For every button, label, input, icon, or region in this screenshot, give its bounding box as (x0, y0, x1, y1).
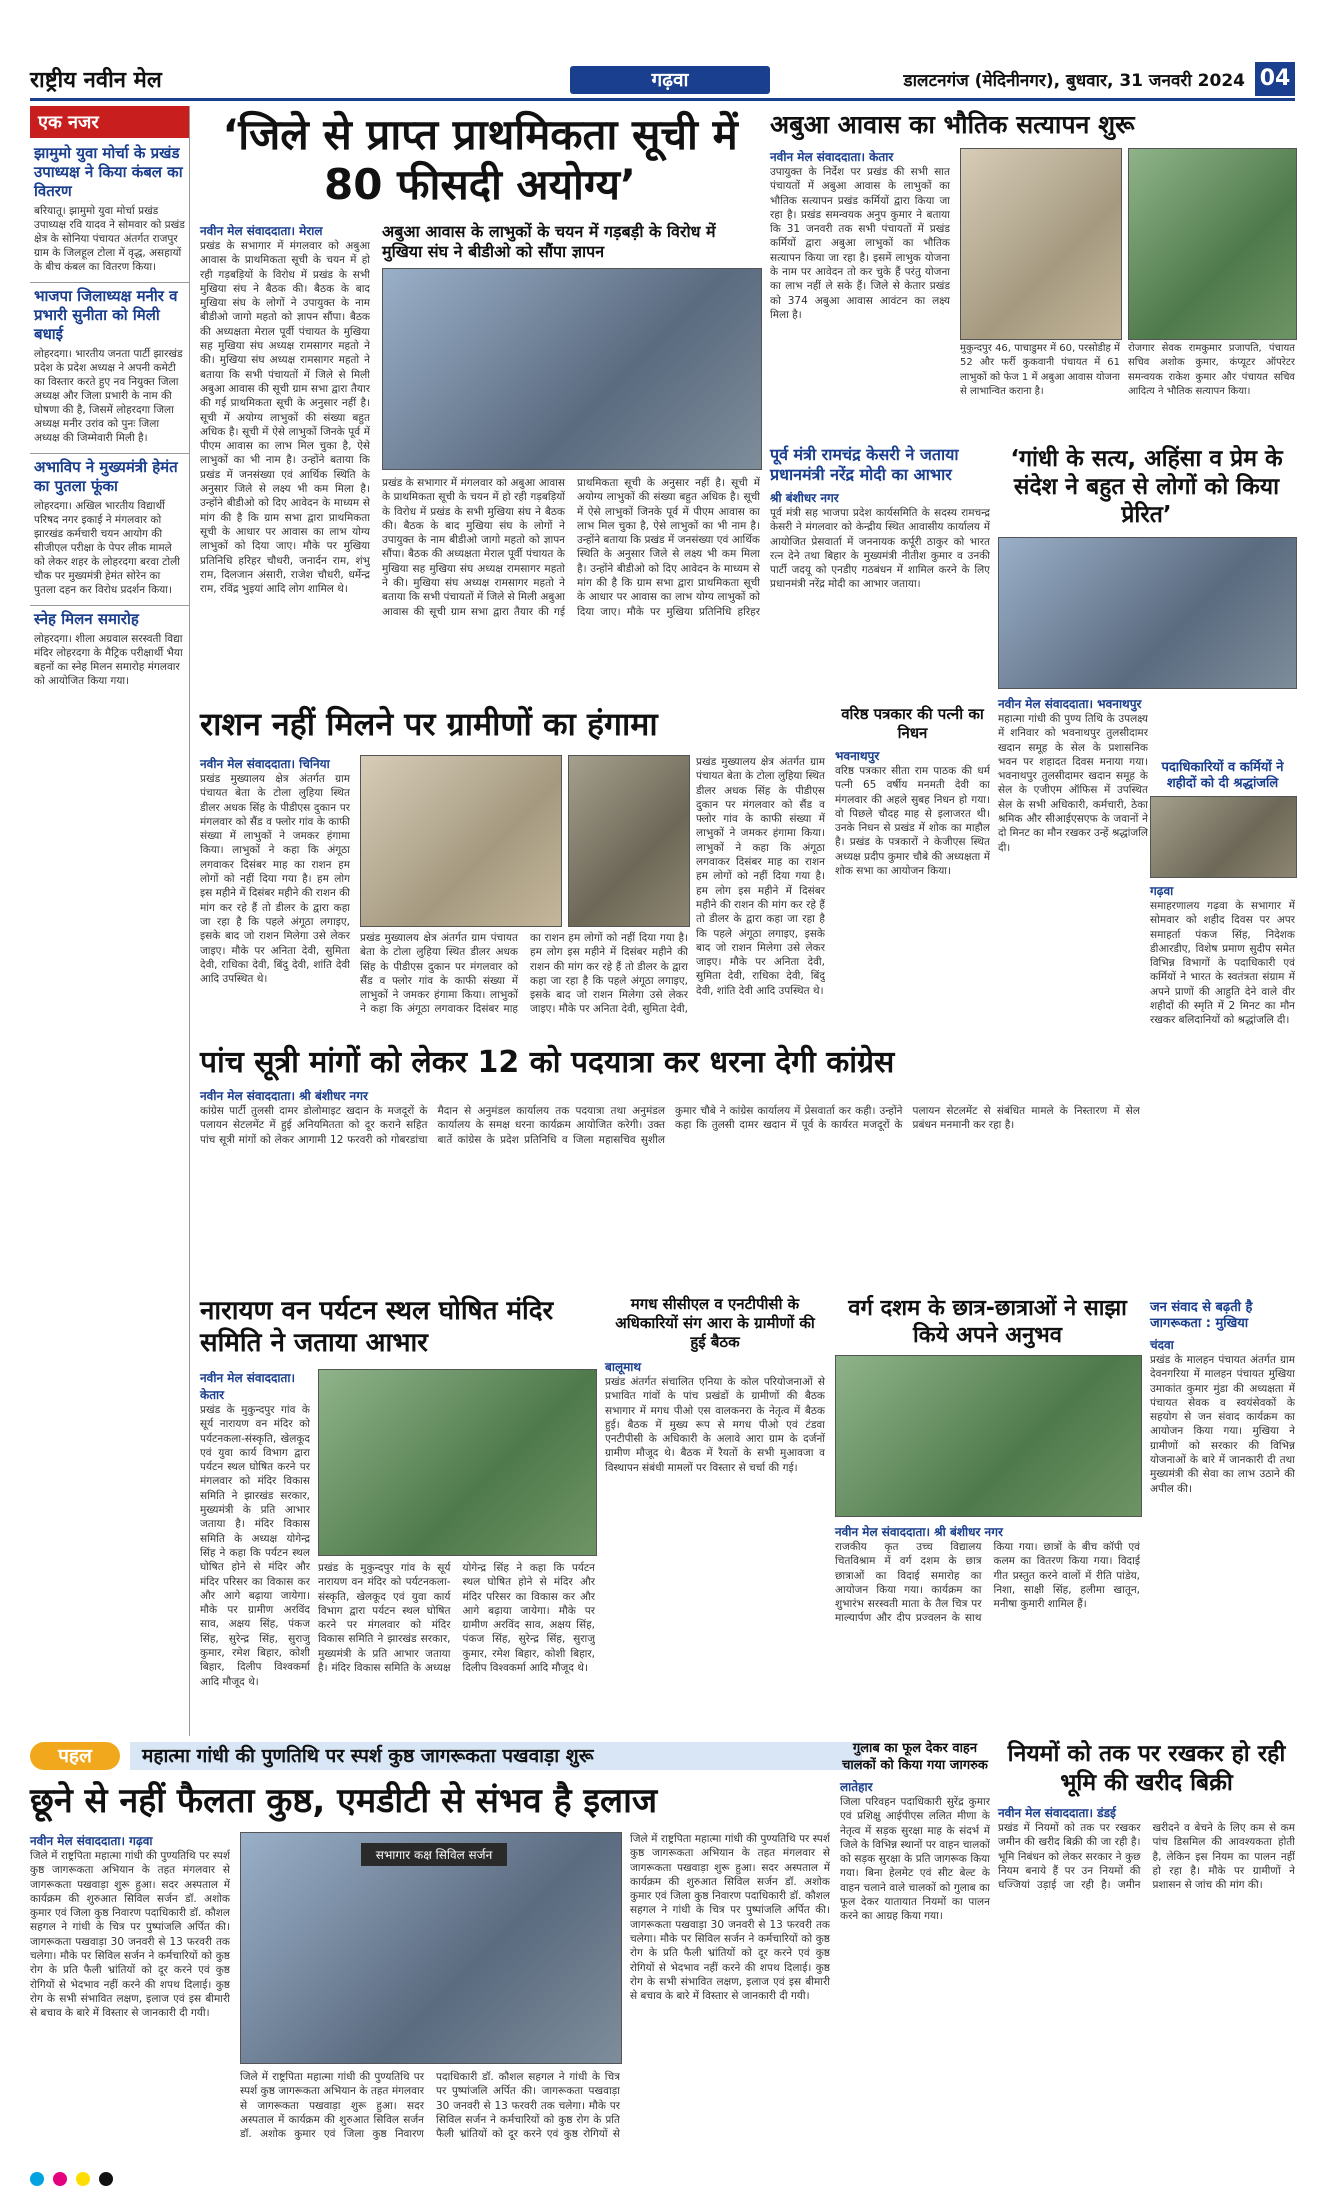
story-kicker: नवीन मेल संवाददाता। गढ़वा (30, 1834, 153, 1848)
story-body: प्रखंड के सभागार में मंगलवार को अबुआ आवास के प्राथमिकता सूची के चयन में हो रही गड़बड़ियों के विरोध में प्रखंड के सभी मुखिया संघ ने बैठक की। बैठक के बाद मुखिया संघ के लोगों ने उपायुक्त के नाम बीडीओ जागो महतो को ज्ञापन सौंपा। बैठक की अध्यक्षता मेराल पूर्वी पंचायत के मुखिया सह मुखिया संघ अध्यक्ष रामसागर महतो ने की। मुखिया संघ अध्यक्ष रामसागर महतो ने बताया कि सभी पंचायतों में जिले से मिली अबुआ आवास की सूची ग्राम सभा द्वारा तैयार की गई प्राथमिकता सूची के अनुसार नहीं है। सूची में अयोग्य लाभुकों की संख्या बहुत अधिक है। सूची में ऐसे लाभुकों जिनके पूर्व में पीएम आवास का लाभ मिल चुका है, ऐसे लाभुकों का भी नाम है। उन्होंने बताया कि प्रखंड में जनसंख्या एवं आर्थिक स्थिति के अनुसार जिले से लक्ष्य भी कम मिला है। उन्होंने बीडीओ को दिए आवेदन के माध्यम से मांग की है कि ग्राम सभा द्वारा प्राथमिकता सूची के आधार पर आवास का लाभ योग्य लाभुकों को दिया जाए। मौके पर मुखिया प्रतिनिधि हरिहर चौधरी, जनार्दन राम, शंभु राम, दिलजान अंसारी, राजेश चौधरी, धर्मेन्द्र राम, रविंद्र भुइयां आदि लोग शामिल थे। (200, 240, 370, 596)
story-body: उपायुक्त के निर्देश पर प्रखंड की सभी सात पंचायतों में अबुआ आवास के लाभुकों का भौतिक सत्यापन प्रखंड कर्मियों द्वारा किया जा रहा है। प्रखंड समन्वयक अनुप कुमार ने बताया कि 31 जनवरी तक सभी पंचायतों में प्रखंड कर्मियों द्वारा अबुआ लाभुकों का भौतिक सत्यापन किया जा रहा है। इसमें लाभुक योजना के नाम पर आवेदन तो कर चुके हैं परंतु योजना का लाभ नहीं ले सके हैं। जिले से केतार प्रखंड को 374 अबुआ आवास आवंटन का लक्ष्य मिला है। (770, 166, 950, 321)
story-body: प्रखंड में नियमों को तक पर रखकर जमीन की खरीद बिक्री की जा रही है। भूमि निबंधन को लेकर सरकार ने कुछ नियम बनाये हैं पर उन नियमों की धज्जियां उड़ाई जा रही है। जमीन खरीदने व बेचने के लिए कम से कम पांच डिसमिल की आवश्यकता होती है, लेकिन इस नियम का पालन नहीं हो रहा है। मौके पर ग्रामीणों ने प्रशासन से जांच की मांग की। (998, 1822, 1295, 1892)
students-group-photo (835, 1355, 1142, 1517)
leprosy-event-photo (240, 1832, 622, 2064)
story-body: महात्मा गांधी की पुण्य तिथि के उपलक्ष्य में शनिवार को भवनाथपुर तुलसीदामर खदान समूह के सेल के प्रशासनिक भवन पर शहादत दिवस मनाया गया। भवनाथपुर तुलसीदामर खदान समूह के सेल के एजीएम ऑफिस में उपस्थित सेल के सभी अधिकारी, कर्मचारी, ठेका श्रमिक और सीआईएसएफ के जवानों ने दो मिनट का मौन रखकर उन्हें श्रद्धांजलि दी। (998, 713, 1148, 854)
verification-photo-2 (1128, 148, 1297, 340)
photo-banner-text: सभागार कक्ष सिविल सर्जन (361, 1843, 507, 1866)
story-class-ten-farewell (835, 1295, 1140, 1730)
story-kicker: लातेहार (840, 1780, 873, 1794)
story-body: प्रखंड मुख्यालय क्षेत्र अंतर्गत ग्राम पंचायत बेता के टोला लुहिया स्थित डीलर अधक सिंह के पीडीएस दुकान पर मंगलवार को सैंड व फ्लोर गांव के काफी संख्या में लाभुकों ने जमकर हंगामा किया। लाभुकों ने कहा कि अंगूठा लगवाकर दिसंबर माह का राशन हम लोगों को नहीं दिया गया है। हम लोग इस महीने में दिसंबर महीने की राशन की मांग कर रहे हैं तो डीलर के द्वारा कहा जा रहा है कि पहले अंगूठा लगाइए, इसके बाद जो राशन मिलेगा उसे लेकर जाइए। मौके पर अनिता देवी, सुमिता देवी, राधिका देवी, बिंदु देवी, शांति देवी आदि उपस्थित थे। (200, 773, 350, 986)
tribute-photo (998, 537, 1297, 689)
swatch-cyan (30, 2172, 44, 2186)
section-title: गढ़वा (570, 66, 770, 94)
print-color-bar (30, 2168, 1295, 2182)
story-abua-awas-verification (770, 110, 1295, 440)
brief-headline: अभाविप ने मुख्यमंत्री हेमंत का पुतला फूंका (34, 458, 178, 495)
masthead-rule (30, 98, 1295, 101)
story-jan-samvad (1150, 1300, 1295, 1730)
story-body: राजकीय कृत उच्च विद्यालय चितविश्राम में वर्ग दशम के छात्र छात्राओं का विदाई समारोह का आयोजन किया गया। कार्यक्रम का शुभारंभ सरस्वती माता के तैल चित्र पर माल्यार्पण और दीप प्रज्वलन के साथ किया गया। छात्रों के बीच कॉपी एवं कलम का वितरण किया गया। विदाई गीत प्रस्तुत करने वालों में रीति पांडेय, निशा, साक्षी सिंह, हलीमा खातून, मनीषा कुमारी शामिल हैं। (835, 1541, 1140, 1625)
story-kicker: नवीन मेल संवाददाता। श्री बंशीधर नगर (835, 1525, 1003, 1539)
protest-photo-2 (568, 755, 690, 927)
story-body-continued: प्रखंड के मुकुन्दपुर गांव के सूर्य नारायण वन मंदिर को पर्यटनकला-संस्कृति, खेलकूद एवं युवा कार्य विभाग द्वारा पर्यटन स्थल घोषित करने पर मंगलवार को मंदिर विकास समिति ने झारखंड सरकार, मुख्यमंत्री के प्रति आभार जताया है। मंदिर विकास समिति के अध्यक्ष योगेन्द्र सिंह ने कहा कि पर्यटन स्थल घोषित होने से मंदिर और मंदिर परिसर का विकास कर और आगे बढ़ाया जायेगा। मौके पर ग्रामीण अरविंद साव, अक्षय सिंह, पंकज सिंह, सुरेन्द्र सिंह, सुराजु कुमार, रमेश बिहार, कोशी बिहार, दिलीप विश्वकर्मा आदि मौजूद थे। (318, 1562, 595, 1675)
photo-caption-2: रोजगार सेवक रामकुमार प्रजापति, पंचायत सचिव अशोक कुमार, कंप्यूटर ऑपरेटर समन्वयक राकेश कुमार और पंचायत सचिव आदित्य ने भौतिक सत्यापन किया। (1128, 343, 1295, 397)
brief-headline: स्नेह मिलन समारोह (34, 610, 139, 628)
story-magadh-ccl-meeting (605, 1295, 825, 1730)
brief-body: लोहरदगा। अखिल भारतीय विद्यार्थी परिषद नगर इकाई ने मंगलवार को झारखंड कर्मचारी चयन आयोग की सीजीएल परीक्षा के पेपर लीक मामले को लेकर शहर के लोहरदगा बरवा टोली चौक पर मुख्यमंत्री हेमंत सोरेन का पुतला दहन कर विरोध प्रदर्शन किया। (34, 500, 180, 596)
story-kicker: नवीन मेल संवाददाता। चिनिया (200, 757, 330, 771)
ek-nazar-column (30, 106, 190, 1736)
meeting-photo (382, 268, 762, 470)
story-headline: पांच सूत्री मांगों को लेकर 12 को पदयात्रा कर धरना देगी कांग्रेस (200, 1045, 895, 1080)
story-body: पूर्व मंत्री सह भाजपा प्रदेश कार्यसमिति के सदस्य रामचन्द्र केसरी ने मंगलवार को केन्द्रीय स्थित आवासीय कार्यालय में आयोजित प्रेसवार्ता में जननायक कर्पूरी ठाकुर को भारत रत्न देने तथा बिहार के मुख्यमंत्री नीतीश कुमार व उनकी पार्टी जदयू को एनडीए गठबंधन में शामिल करने के लिए प्रधानमंत्री नरेंद्र मोदी का आभार जताया। (770, 507, 990, 591)
story-body-continued: जिले में राष्ट्रपिता महात्मा गांधी की पुण्यतिथि पर स्पर्श कुष्ठ जागरूकता अभियान के तहत मंगलवार से जागरूकता पखवाड़ा शुरू हुआ। सदर अस्पताल में कार्यक्रम की शुरुआत सिविल सर्जन डॉ. अशोक कुमार एवं जिला कुष्ठ निवारण पदाधिकारी डॉ. कौशल सहगल ने गांधी के चित्र पर पुष्पांजलि अर्पित की। जागरूकता पखवाड़ा 30 जनवरी से 13 फरवरी तक चलेगा। मौके पर सिविल सर्जन ने कर्मचारियों को कुष्ठ रोग के प्रति फैली भ्रांतियों को दूर करने एवं कुष्ठ रोगियों से (240, 2071, 620, 2141)
story-congress-padyatra (200, 1045, 1140, 1285)
page-number: 04 (1255, 62, 1295, 96)
pahal-tag: पहल (30, 1742, 120, 1770)
story-headline: जन संवाद से बढ़ती है जागरूकता : मुखिया (1150, 1300, 1253, 1331)
story-rose-traffic-awareness (840, 1740, 990, 2160)
story-ration-protest (200, 705, 825, 1035)
ek-nazar-tag: एक नजर (30, 106, 189, 138)
tribute-meeting-photo (1150, 796, 1297, 878)
story-body-continued: जिले में राष्ट्रपिता महात्मा गांधी की पुण्यतिथि पर स्पर्श कुष्ठ जागरूकता अभियान के तहत मंगलवार से जागरूकता पखवाड़ा शुरू हुआ। सदर अस्पताल में कार्यक्रम की शुरुआत सिविल सर्जन डॉ. अशोक कुमार एवं जिला कुष्ठ निवारण पदाधिकारी डॉ. कौशल सहगल ने गांधी के चित्र पर पुष्पांजलि अर्पित की। जागरूकता पखवाड़ा 30 जनवरी से 13 फरवरी तक चलेगा। मौके पर सिविल सर्जन ने कर्मचारियों को कुष्ठ रोग के प्रति फैली भ्रांतियों को दूर करने एवं कुष्ठ रोगियों से भेदभाव नहीं करने की शपथ दिलाई। कुष्ठ रोग के सभी संभावित लक्षण, इलाज एवं इस बीमारी से बचाव के बारे में विस्तार से जानकारी दी गयी। (630, 1833, 830, 2003)
story-headline: वरिष्ठ पत्रकार की पत्नी का निधन (841, 705, 984, 742)
story-journalist-wife-death (835, 705, 990, 1035)
photo-caption-1: मुकुन्दपुर 46, पाचाडुमर में 60, परसोडीह में 52 और फर्री कुकवानी पंचायत में 61 लाभुकों को फेज 1 में अबुआ आवास योजना से लाभान्वित कराना है। (960, 343, 1120, 397)
paper-name: राष्ट्रीय नवीन मेल (30, 68, 162, 93)
divider (30, 605, 189, 606)
story-kicker: बालूमाथ (605, 1360, 642, 1374)
story-land-sale (998, 1740, 1295, 2160)
story-body-continued: प्रखंड मुख्यालय क्षेत्र अंतर्गत ग्राम पंचायत बेता के टोला लुहिया स्थित डीलर अधक सिंह के पीडीएस दुकान पर मंगलवार को सैंड व फ्लोर गांव के काफी संख्या में लाभुकों ने जमकर हंगामा किया। लाभुकों ने कहा कि अंगूठा लगवाकर दिसंबर माह का राशन हम लोगों को नहीं दिया गया है। हम लोग इस महीने में दिसंबर महीने की राशन की मांग कर रहे हैं तो डीलर के द्वारा कहा जा रहा है कि पहले अंगूठा लगाइए, इसके बाद जो राशन मिलेगा उसे लेकर जाइए। मौके पर अनिता देवी, सुमिता देवी, (360, 932, 688, 1016)
story-kesari-thanks-modi (770, 445, 990, 700)
brief-headline: भाजपा जिलाध्यक्ष मनीर व प्रभारी सुनीता को मिली बधाई (34, 287, 178, 343)
story-body: प्रखंड के मालहन पंचायत अंतर्गत ग्राम देवनगरिया में मालहन पंचायत मुखिया उमाकांत कुमार मुंडा की अध्यक्षता में पंचायत सेवक व स्वयंसेवकों के सहयोग से जन संवाद कार्यक्रम का आयोजन किया गया। मुखिया ने ग्रामीणों को सरकार की विभिन्न योजनाओं के बारे में जानकारी दी तथा मुख्यमंत्री की सेवा का लाभ उठाने की अपील की। (1150, 1354, 1295, 1495)
pahal-subhead: महात्मा गांधी की पुणतिथि पर स्पर्श कुष्ठ जागरूकता पखवाड़ा शुरू (130, 1742, 862, 1770)
story-kicker: नवीन मेल संवाददाता। केतार (200, 1371, 296, 1402)
story-kicker: नवीन मेल संवाददाता। केतार (770, 150, 894, 164)
story-headline: मगध सीसीएल व एनटीपीसी के अधिकारियों संग आरा के ग्रामीणों की हुई बैठक (615, 1295, 815, 1351)
story-kicker: नवीन मेल संवाददाता। श्री बंशीधर नगर (200, 1089, 368, 1103)
protest-photo-1 (360, 755, 562, 927)
story-kicker: नवीन मेल संवाददाता। भवनाथपुर (998, 697, 1142, 711)
brief-item (30, 458, 189, 597)
divider (30, 282, 189, 283)
story-officials-tribute (1150, 760, 1295, 1300)
story-body: समाहरणालय गढ़वा के सभागार में सोमवार को शहीद दिवस पर अपर समाहर्ता पंकज सिंह, निदेशक डीआरडीए, विशेष प्रमाण सुदीप समेत विभिन्न विभागों के पदाधिकारी एवं कर्मियों ने भारत के स्वतंत्रता संग्राम में अपने प्राणों की आहुति देने वाले वीर शहीदों की स्मृति में 2 मिनट का मौन रखकर बलिदानियों को श्रद्धांजलि दी। (1150, 900, 1295, 1027)
story-body: प्रखंड अंतर्गत संचालित एनिया के कोल परियोजनाओं से प्रभावित गांवों के पांच प्रखंडों के ग्रामीणों की बैठक सभागार में मगध पीओ एस वालकनरा के नेतृत्व में बैठक हुई। बैठक में मुख्य रूप से मगध पीओ एवं टंडवा एनटीपीसी के अधिकारी के अलावे आरा ग्राम के दर्जनों ग्रामीण मौजूद थे। बैठक में रैयतों के सभी मुआवजा व विस्थापन संबंधी मामलों पर विस्तार से चर्चा की गई। (605, 1376, 825, 1474)
story-headline: ‘गांधी के सत्य, अहिंसा व प्रेम के संदेश ने बहुत से लोगों को किया प्रेरित’ (1010, 446, 1283, 528)
story-headline: पदाधिकारियों व कर्मियों ने शहीदों को दी श्रद्धांजलि (1161, 760, 1284, 791)
story-body-continued: प्रखंड के सभागार में मंगलवार को अबुआ आवास के प्राथमिकता सूची के चयन में हो रही गड़बड़ियों के विरोध में प्रखंड के सभी मुखिया संघ ने बैठक की। बैठक के बाद मुखिया संघ के लोगों ने उपायुक्त के नाम बीडीओ जागो महतो को ज्ञापन सौंपा। बैठक की अध्यक्षता मेराल पूर्वी पंचायत के मुखिया सह मुखिया संघ अध्यक्ष रामसागर महतो ने की। मुखिया संघ अध्यक्ष रामसागर महतो ने बताया कि सभी पंचायतों में जिले से मिली अबुआ आवास की सूची ग्राम सभा द्वारा तैयार की गई प्राथमिकता सूची के अनुसार नहीं है। सूची में अयोग्य लाभुकों की संख्या बहुत अधिक है। सूची में ऐसे लाभुकों जिनके पूर्व में पीएम आवास का लाभ मिल चुका है, ऐसे लाभुकों का भी नाम है। उन्होंने बताया कि प्रखंड में जनसंख्या एवं आर्थिक स्थिति के अनुसार जिले से लक्ष्य भी कम मिला है। उन्होंने बीडीओ को दिए आवेदन के माध्यम से मांग की है कि ग्राम सभा द्वारा प्राथमिकता सूची के आधार पर आवास का लाभ योग्य लाभुकों को दिया जाए। मौके पर मुखिया प्रतिनिधि हरिहर (382, 477, 760, 618)
story-priority-list (200, 110, 760, 650)
story-body: जिला परिवहन पदाधिकारी सुरेंद्र कुमार एवं प्रशिक्षु आईपीएस ललित मीणा के नेतृत्व में सड़क सुरक्षा माह के संदर्भ में जिले के विभिन्न स्थानों पर वाहन चालकों को सड़क सुरक्षा के प्रति जागरूक किया गया। बिना हेलमेट एवं सीट बेल्ट के वाहन चलाने वाले चालकों को गुलाब का फूल देकर यातायात नियमों का पालन करने का आग्रह किया गया। (840, 1796, 990, 1923)
story-headline: नियमों को तक पर रखकर हो रही भूमि की खरीद बिक्री (1007, 1741, 1286, 1796)
brief-body: लोहरदगा। भारतीय जनता पार्टी झारखंड प्रदेश के प्रदेश अध्यक्ष ने अपनी कमेटी का विस्तार करते हुए नव नियुक्त जिला अध्यक्ष और जिला प्रभारी के नाम की घोषणा की है, जिसमें लोहरदगा जिला अध्यक्ष मनीर उरांव को पुनः जिला अध्यक्ष की जिम्मेवारी मिली है। (34, 348, 183, 444)
story-body: वरिष्ठ पत्रकार सीता राम पाठक की धर्म पत्नी 65 वर्षीय मनमती देवी का मंगलवार की अहले सुबह निधन हो गया। वो पिछले चौदह माह से इलाजरत थी। उनके निधन से प्रखंड में शोक का माहौल है। प्रखंड के पत्रकारों ने केजीएस स्थित अध्यक्ष प्रदीप कुमार चौबे की अध्यक्षता में शोक सभा का आयोजन किया। (835, 765, 990, 878)
story-body: प्रखंड के मुकुन्दपुर गांव के सूर्य नारायण वन मंदिर को पर्यटनकला-संस्कृति, खेलकूद एवं युवा कार्य विभाग द्वारा पर्यटन स्थल घोषित करने पर मंगलवार को मंदिर विकास समिति ने झारखंड सरकार, मुख्यमंत्री के प्रति आभार जताया है। मंदिर विकास समिति के अध्यक्ष योगेन्द्र सिंह ने कहा कि पर्यटन स्थल घोषित होने से मंदिर और मंदिर परिसर का विकास कर और आगे बढ़ाया जायेगा। मौके पर ग्रामीण अरविंद साव, अक्षय सिंह, पंकज सिंह, सुरेन्द्र सिंह, सुराजु कुमार, रमेश बिहार, कोशी बिहार, दिलीप विश्वकर्मा आदि मौजूद थे। (200, 1404, 310, 1688)
story-kicker: नवीन मेल संवाददाता। डंडई (998, 1806, 1116, 1820)
swatch-yellow (76, 2172, 90, 2186)
story-headline: वर्ग दशम के छात्र-छात्राओं ने साझा किये अपने अनुभव (848, 1296, 1127, 1348)
story-headline: अबुआ आवास का भौतिक सत्यापन शुरू (770, 110, 1135, 139)
divider (30, 453, 189, 454)
story-body-continued: प्रखंड मुख्यालय क्षेत्र अंतर्गत ग्राम पंचायत बेता के टोला लुहिया स्थित डीलर अधक सिंह के पीडीएस दुकान पर मंगलवार को सैंड व फ्लोर गांव के काफी संख्या में लाभुकों ने जमकर हंगामा किया। लाभुकों ने कहा कि अंगूठा लगवाकर दिसंबर माह का राशन हम लोगों को नहीं दिया गया है। हम लोग इस महीने में दिसंबर महीने की राशन की मांग कर रहे हैं तो डीलर के द्वारा कहा जा रहा है कि पहले अंगूठा लगाइए, इसके बाद जो राशन मिलेगा उसे लेकर जाइए। मौके पर अनिता देवी, सुमिता देवी, राधिका देवी, बिंदु देवी, शांति देवी आदि उपस्थित थे। (696, 756, 825, 997)
story-kicker: नवीन मेल संवाददाता। मेराल (200, 224, 323, 238)
story-body: कांग्रेस पार्टी तुलसी दामर डोलोमाइट खदान के मजदूरों के पलायन सेटलमेंट में हुई अनियमितता को दूर कराने सहित पांच सूत्री मांगों को लेकर आगामी 12 फरवरी को गोबरडांचा मैदान से अनुमंडल कार्यालय तक पदयात्रा तथा अनुमंडल कार्यालय के समक्ष धरना कार्यक्रम आयोजित करेगी। उक्त बातें कांग्रेस के प्रदेश प्रतिनिधि व जिला महासचिव सुशील कुमार चौबे ने कांग्रेस कार्यालय में प्रेसवार्ता कर कही। उन्होंने कहा कि तुलसी दामर खदान में पूर्व के कार्यरत मजदूरों के पलायन सेटलमेंट से संबंधित मामले के निस्तारण में सेल प्रबंधन मनमानी कर रहा है। (200, 1105, 1140, 1146)
story-kicker: भवनाथपुर (835, 749, 880, 763)
brief-item (30, 287, 189, 445)
temple-photo (318, 1369, 597, 1556)
story-headline: नारायण वन पर्यटन स्थल घोषित मंदिर समिति ने जताया आभार (200, 1296, 554, 1358)
story-body: जिले में राष्ट्रपिता महात्मा गांधी की पुण्यतिथि पर स्पर्श कुष्ठ जागरूकता अभियान के तहत मंगलवार से जागरूकता पखवाड़ा शुरू हुआ। सदर अस्पताल में कार्यक्रम की शुरुआत सिविल सर्जन डॉ. अशोक कुमार एवं जिला कुष्ठ निवारण पदाधिकारी डॉ. कौशल सहगल ने गांधी के चित्र पर पुष्पांजलि अर्पित की। जागरूकता पखवाड़ा 30 जनवरी से 13 फरवरी तक चलेगा। मौके पर सिविल सर्जन ने कर्मचारियों को कुष्ठ रोग के प्रति फैली भ्रांतियों को दूर करने एवं कुष्ठ रोगियों से भेदभाव नहीं करने की शपथ दिलाई। कुष्ठ रोग के सभी संभावित लक्षण, इलाज एवं इस बीमारी से बचाव के बारे में विस्तार से जानकारी दी गयी। (30, 1850, 230, 2020)
story-headline: ‘जिले से प्राप्त प्राथमिकता सूची में 80 फीसदी अयोग्य’ (222, 110, 738, 209)
story-headline: पूर्व मंत्री रामचंद्र केसरी ने जताया प्रधानमंत्री नरेंद्र मोदी का आभार (770, 445, 959, 484)
verification-photo-1 (960, 148, 1122, 340)
story-headline: छूने से नहीं फैलता कुष्ठ, एमडीटी से संभव है इलाज (30, 1781, 658, 1821)
story-headline: राशन नहीं मिलने पर ग्रामीणों का हंगामा (200, 705, 658, 743)
swatch-magenta (53, 2172, 67, 2186)
story-subhead: अबुआ आवास के लाभुकों के चयन में गड़बड़ी के विरोध में मुखिया संघ ने बीडीओ को सौंपा ज्ञापन (382, 222, 716, 261)
masthead (30, 62, 1295, 96)
brief-item (30, 610, 189, 688)
story-kicker: गढ़वा (1150, 884, 1174, 898)
brief-body: बरियातू। झामुमो युवा मोर्चा प्रखंड उपाध्यक्ष रवि यादव ने सोमवार को प्रखंड क्षेत्र के सोनिया पंचायत अंतर्गत राजपुर ग्राम के जिलहूल टोला में वृद्ध, असहायों के बीच कंबल का वितरण किया। (34, 205, 185, 273)
brief-headline: झामुमो युवा मोर्चा के प्रखंड उपाध्यक्ष ने किया कंबल का वितरण (34, 144, 183, 200)
story-headline: गुलाब का फूल देकर वाहन चालकों को किया गया जागरुक (842, 1741, 988, 1773)
story-leprosy-awareness (30, 1780, 830, 2160)
dateline: डालटनगंज (मेदिनीनगर), बुधवार, 31 जनवरी 2024 (903, 71, 1245, 91)
story-narayan-van-tourism (200, 1295, 595, 1730)
story-kicker: चंदवा (1150, 1338, 1174, 1352)
brief-item (30, 144, 189, 274)
swatch-black (99, 2172, 113, 2186)
story-kicker: श्री बंशीधर नगर (770, 491, 839, 505)
brief-body: लोहरदगा। शीला अग्रवाल सरस्वती विद्या मंदिर लोहरदगा के मैट्रिक परीक्षार्थी भैया बहनों का स्नेह मिलन समारोह मंगलवार को आयोजित किया गया। (34, 633, 183, 687)
